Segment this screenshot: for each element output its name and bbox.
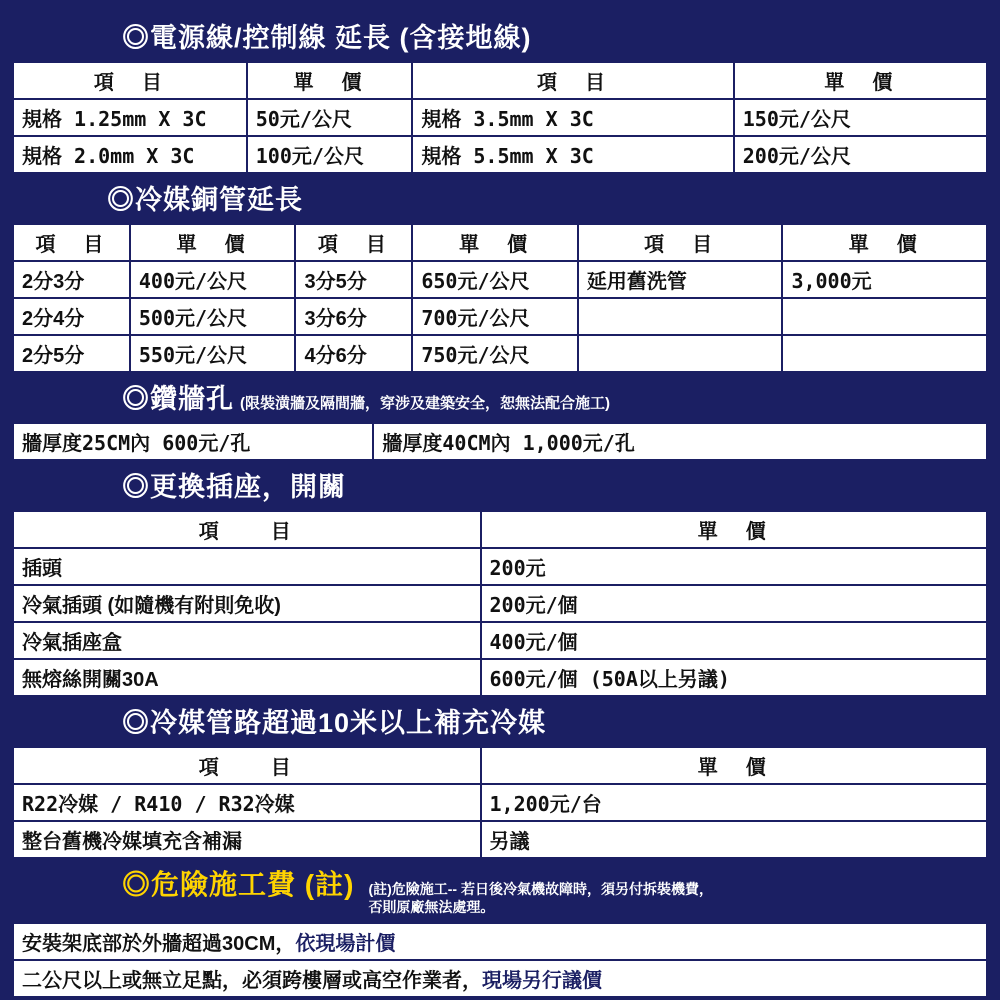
cell-price: 50元/公尺	[247, 99, 413, 136]
table-row	[13, 821, 987, 858]
table-header-row	[13, 511, 987, 548]
col-header: 項 目	[412, 62, 733, 99]
section-note: (限裝潢牆及隔間牆，穿涉及建築安全，恕無法配合施工)	[240, 395, 610, 412]
table-socket-switch	[12, 510, 988, 697]
col-header: 單 價	[412, 224, 578, 261]
cell-item: 無熔絲開關30A	[13, 659, 481, 696]
cell-highlight: 依現場計價	[295, 933, 396, 955]
cell-item: 牆厚度25CM內 600元/孔	[13, 423, 373, 460]
cell-note	[13, 960, 987, 997]
section-title: ◎更換插座，開關	[122, 472, 346, 502]
cell-item: 2分3分	[13, 261, 130, 298]
table-row	[13, 261, 987, 298]
cell-item: 2分4分	[13, 298, 130, 335]
section-refrigerant	[12, 697, 988, 859]
col-header: 單 價	[247, 62, 413, 99]
cell-price: 200元	[481, 548, 987, 585]
cell-item: 牆厚度40CM內 1,000元/孔	[373, 423, 987, 460]
table-row	[13, 659, 987, 696]
table-row	[13, 960, 987, 997]
col-header: 項 目	[13, 62, 247, 99]
table-row	[13, 585, 987, 622]
cell-empty	[578, 335, 783, 372]
cell-item: 規格 3.5mm X 3C	[412, 99, 733, 136]
col-header: 單 價	[782, 224, 987, 261]
cell-price: 3,000元	[782, 261, 987, 298]
cell-price: 另議	[481, 821, 987, 858]
cell-price: 200元/公尺	[734, 136, 987, 173]
section-title: ◎危險施工費 (註)	[122, 869, 355, 900]
table-row	[13, 298, 987, 335]
section-socket-switch	[12, 461, 988, 697]
cell-item: 冷氣插頭 (如隨機有附則免收)	[13, 585, 481, 622]
col-header: 項 目	[13, 511, 481, 548]
cell-item: 3分6分	[295, 298, 412, 335]
col-header: 項 目	[13, 224, 130, 261]
cell-price: 750元/公尺	[412, 335, 578, 372]
cell-empty	[578, 298, 783, 335]
cell-item: 3分5分	[295, 261, 412, 298]
table-row	[13, 622, 987, 659]
cell-price: 600元/個 (50A以上另議)	[481, 659, 987, 696]
section-header-danger-fee	[12, 859, 988, 922]
col-header: 單 價	[481, 747, 987, 784]
cell-price: 400元/公尺	[130, 261, 296, 298]
cell-text: 二公尺以上或無立足點，必須跨樓層或高空作業者，	[22, 970, 482, 992]
cell-empty	[782, 298, 987, 335]
section-header-wall-drill	[12, 373, 988, 422]
cell-highlight: 現場另行議價	[482, 970, 602, 992]
table-header-row	[13, 224, 987, 261]
cell-price: 200元/個	[481, 585, 987, 622]
table-row	[13, 136, 987, 173]
section-copper-pipe	[12, 174, 988, 373]
cell-price: 550元/公尺	[130, 335, 296, 372]
cell-note	[13, 923, 987, 960]
table-header-row	[13, 62, 987, 99]
section-title: ◎冷媒銅管延長	[107, 185, 303, 215]
section-title: ◎冷媒管路超過10米以上補充冷媒	[122, 708, 547, 738]
col-header: 單 價	[734, 62, 987, 99]
section-header-power-cable	[12, 12, 988, 61]
col-header: 項 目	[295, 224, 412, 261]
cell-item: 整台舊機冷媒填充含補漏	[13, 821, 481, 858]
cell-item: R22冷媒 / R410 / R32冷媒	[13, 784, 481, 821]
table-power-cable	[12, 61, 988, 174]
table-row	[13, 784, 987, 821]
section-wall-drill	[12, 373, 988, 461]
cell-price: 500元/公尺	[130, 298, 296, 335]
table-row	[13, 99, 987, 136]
section-title: ◎鑽牆孔	[122, 384, 234, 414]
table-refrigerant	[12, 746, 988, 859]
section-header-copper-pipe	[12, 174, 988, 223]
cell-item: 延用舊洗管	[578, 261, 783, 298]
cell-item: 插頭	[13, 548, 481, 585]
table-header-row	[13, 747, 987, 784]
section-title: ◎電源線/控制線 延長 (含接地線)	[122, 23, 532, 53]
col-header: 單 價	[130, 224, 296, 261]
table-copper-pipe	[12, 223, 988, 373]
table-row	[13, 923, 987, 960]
cell-price: 150元/公尺	[734, 99, 987, 136]
cell-price: 400元/個	[481, 622, 987, 659]
cell-price: 1,200元/台	[481, 784, 987, 821]
cell-text: 安裝架底部於外牆超過30CM，	[22, 933, 296, 955]
section-header-socket-switch	[12, 461, 988, 510]
cell-price: 100元/公尺	[247, 136, 413, 173]
cell-item: 規格 5.5mm X 3C	[412, 136, 733, 173]
cell-item: 冷氣插座盒	[13, 622, 481, 659]
section-danger-fee	[12, 859, 988, 998]
table-row	[13, 548, 987, 585]
cell-item: 2分5分	[13, 335, 130, 372]
table-row	[13, 335, 987, 372]
table-wall-drill	[12, 422, 988, 461]
note-line-1: (註)危險施工-- 若日後冷氣機故障時，須另付拆裝機費，	[368, 881, 713, 897]
cell-empty	[782, 335, 987, 372]
section-power-cable	[12, 12, 988, 174]
col-header: 單 價	[481, 511, 987, 548]
note-line-2: 否則原廠無法處理。	[368, 898, 495, 915]
col-header: 項 目	[578, 224, 783, 261]
col-header: 項 目	[13, 747, 481, 784]
cell-item: 規格 1.25mm X 3C	[13, 99, 247, 136]
section-note	[354, 881, 713, 916]
cell-price: 650元/公尺	[412, 261, 578, 298]
table-row	[13, 423, 987, 460]
cell-item: 規格 2.0mm X 3C	[13, 136, 247, 173]
section-header-refrigerant	[12, 697, 988, 746]
table-danger-fee	[12, 922, 988, 998]
cell-item: 4分6分	[295, 335, 412, 372]
cell-price: 700元/公尺	[412, 298, 578, 335]
